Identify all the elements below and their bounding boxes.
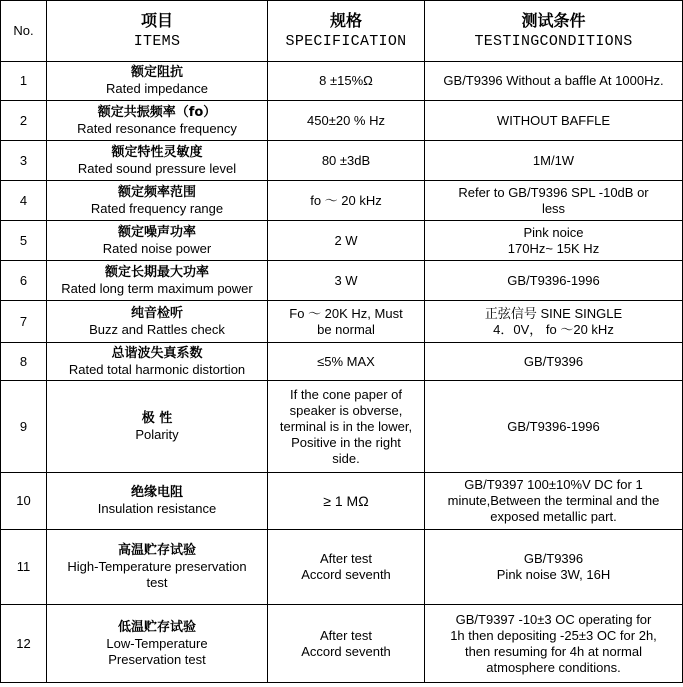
cond-line: 1h then depositing -25±3 OC for 2h, <box>450 627 657 643</box>
header-no: No. <box>1 1 47 62</box>
table-row <box>1 261 683 301</box>
item-cn: 纯音检听 <box>130 305 183 321</box>
cond-line: 170Hz~ 15K Hz <box>507 240 600 256</box>
spec-cell <box>268 343 425 381</box>
header-items-en: ITEMS <box>133 33 181 50</box>
item-en: Buzz and Rattles check <box>89 321 225 337</box>
spec-cell <box>268 141 425 181</box>
item-cn: 额定噪声功率 <box>117 224 196 240</box>
item-en: Rated noise power <box>102 240 212 256</box>
spec-line: ≥ 1 MΩ <box>323 493 369 509</box>
item-cn: 额定特性灵敏度 <box>111 144 203 160</box>
header-row <box>1 1 683 62</box>
item-cn: 额定频率范围 <box>117 184 196 200</box>
cond-line: WITHOUT BAFFLE <box>496 112 611 128</box>
spec-cell <box>268 101 425 141</box>
item-en: Polarity <box>135 426 179 442</box>
header-cond-cn: 测试条件 <box>521 11 586 30</box>
cond-line: then resuming for 4h at normal <box>464 643 643 659</box>
spec-cell <box>268 473 425 530</box>
cond-line: GB/T9397 100±10%V DC for 1 <box>464 477 643 492</box>
row-number: 11 <box>1 530 47 605</box>
item-en-line2: test <box>146 575 168 590</box>
cond-cell <box>425 221 683 261</box>
cond-line: 正弦信号 SINE SINGLE <box>484 305 623 321</box>
table-row <box>1 221 683 261</box>
cond-line: GB/T9396-1996 <box>507 272 600 288</box>
item-en: Rated sound pressure level <box>77 160 237 176</box>
item-cn: 总谐波失真系数 <box>111 345 203 361</box>
spec-line: be normal <box>317 321 375 337</box>
spec-line: Positive in the right <box>291 434 401 450</box>
header-cond-en: TESTINGCONDITIONS <box>474 33 633 50</box>
spec-line: fo ～ 20 kHz <box>310 192 382 208</box>
item-en: Rated resonance frequency <box>77 120 237 136</box>
item-en: Rated total harmonic distortion <box>68 361 246 377</box>
header-spec-cn: 规格 <box>329 11 362 30</box>
row-number: 8 <box>1 343 47 381</box>
spec-line: 8 ±15%Ω <box>319 73 373 88</box>
table-row <box>1 530 683 605</box>
cond-line: GB/T9396 <box>523 551 584 566</box>
row-number: 5 <box>1 221 47 261</box>
row-number: 3 <box>1 141 47 181</box>
item-cn: 极 性 <box>141 410 173 426</box>
spec-cell <box>268 181 425 221</box>
table-row <box>1 62 683 101</box>
spec-line: ≤5% MAX <box>317 353 375 369</box>
row-number: 12 <box>1 605 47 683</box>
item-cell <box>47 221 268 261</box>
item-cell <box>47 381 268 473</box>
spec-line: If the cone paper of <box>289 386 403 402</box>
row-number: 10 <box>1 473 47 530</box>
header-specification <box>268 1 425 62</box>
spec-line: After test <box>319 551 373 566</box>
row-number: 4 <box>1 181 47 221</box>
cond-cell <box>425 605 683 683</box>
cond-line: GB/T9397 -10±3 OC operating for <box>455 611 652 627</box>
cond-line: GB/T9396 Without a baffle At 1000Hz. <box>443 73 664 88</box>
item-en: Rated impedance <box>106 81 208 96</box>
table-row <box>1 473 683 530</box>
spec-line: speaker is obverse, <box>289 402 403 418</box>
item-cell <box>47 261 268 301</box>
spec-line: 450±20 % Hz <box>307 112 385 128</box>
item-en: Rated frequency range <box>90 200 224 216</box>
table-row <box>1 301 683 343</box>
table-row <box>1 605 683 683</box>
item-cell <box>47 605 268 683</box>
item-en: High-Temperature preservation <box>67 559 247 574</box>
cond-line: Pink noise 3W, 16H <box>496 567 611 582</box>
cond-line: exposed metallic part. <box>490 509 617 524</box>
cond-line: atmosphere conditions. <box>486 659 621 675</box>
cond-cell <box>425 301 683 343</box>
header-items-cn: 项目 <box>140 11 173 30</box>
item-cell <box>47 301 268 343</box>
spec-cell <box>268 62 425 101</box>
row-number: 9 <box>1 381 47 473</box>
cond-line: 1M/1W <box>532 152 575 168</box>
item-cn: 低温贮存试验 <box>117 619 196 635</box>
spec-line: terminal is in the lower, <box>279 418 413 434</box>
table-row <box>1 181 683 221</box>
cond-cell <box>425 181 683 221</box>
cond-cell <box>425 381 683 473</box>
cond-line: 4．0V， fo ～20 kHz <box>493 321 614 337</box>
item-en: Rated long term maximum power <box>61 280 253 296</box>
spec-cell <box>268 381 425 473</box>
item-cell <box>47 141 268 181</box>
spec-line: 2 W <box>334 232 358 248</box>
cond-line: GB/T9396-1996 <box>507 418 600 434</box>
item-en: Insulation resistance <box>97 501 217 516</box>
spec-line: After test <box>319 627 373 643</box>
item-cell <box>47 62 268 101</box>
item-cell <box>47 473 268 530</box>
item-cn: 额定共振频率（fo） <box>97 104 217 120</box>
item-en: Low-Temperature <box>106 635 208 651</box>
cond-line: Pink noice <box>523 224 584 240</box>
row-number: 2 <box>1 101 47 141</box>
cond-line: less <box>541 200 566 216</box>
item-cell <box>47 181 268 221</box>
cond-cell <box>425 101 683 141</box>
spec-line: 3 W <box>334 272 358 288</box>
table-row <box>1 101 683 141</box>
item-cell <box>47 343 268 381</box>
spec-line: Fo ～ 20K Hz, Must <box>289 305 403 321</box>
cond-cell <box>425 530 683 605</box>
table-row <box>1 381 683 473</box>
spec-cell <box>268 301 425 343</box>
row-number: 1 <box>1 62 47 101</box>
row-number: 7 <box>1 301 47 343</box>
item-cn: 绝缘电阻 <box>130 485 183 500</box>
item-cn: 额定阻抗 <box>130 65 183 80</box>
cond-cell <box>425 62 683 101</box>
item-cell <box>47 101 268 141</box>
cond-cell <box>425 473 683 530</box>
header-items <box>47 1 268 62</box>
cond-line: Refer to GB/T9396 SPL -10dB or <box>458 184 649 200</box>
row-number: 6 <box>1 261 47 301</box>
spec-line: 80 ±3dB <box>321 152 371 168</box>
item-cn: 高温贮存试验 <box>117 543 196 558</box>
cond-cell <box>425 261 683 301</box>
spec-line: Accord seventh <box>301 643 391 659</box>
spec-cell <box>268 221 425 261</box>
table-row <box>1 343 683 381</box>
cond-cell <box>425 141 683 181</box>
table-row <box>1 141 683 181</box>
cond-line: minute,Between the terminal and the <box>447 493 660 508</box>
header-spec-en: SPECIFICATION <box>285 33 407 50</box>
spec-cell <box>268 261 425 301</box>
spec-line: side. <box>332 450 360 466</box>
cond-line: GB/T9396 <box>523 353 584 369</box>
spec-cell <box>268 530 425 605</box>
item-cn: 额定长期最大功率 <box>104 264 209 280</box>
item-cell <box>47 530 268 605</box>
header-testing-conditions <box>425 1 683 62</box>
cond-cell <box>425 343 683 381</box>
spec-line: Accord seventh <box>301 567 391 582</box>
item-en-line2: Preservation test <box>108 651 206 667</box>
spec-cell <box>268 605 425 683</box>
